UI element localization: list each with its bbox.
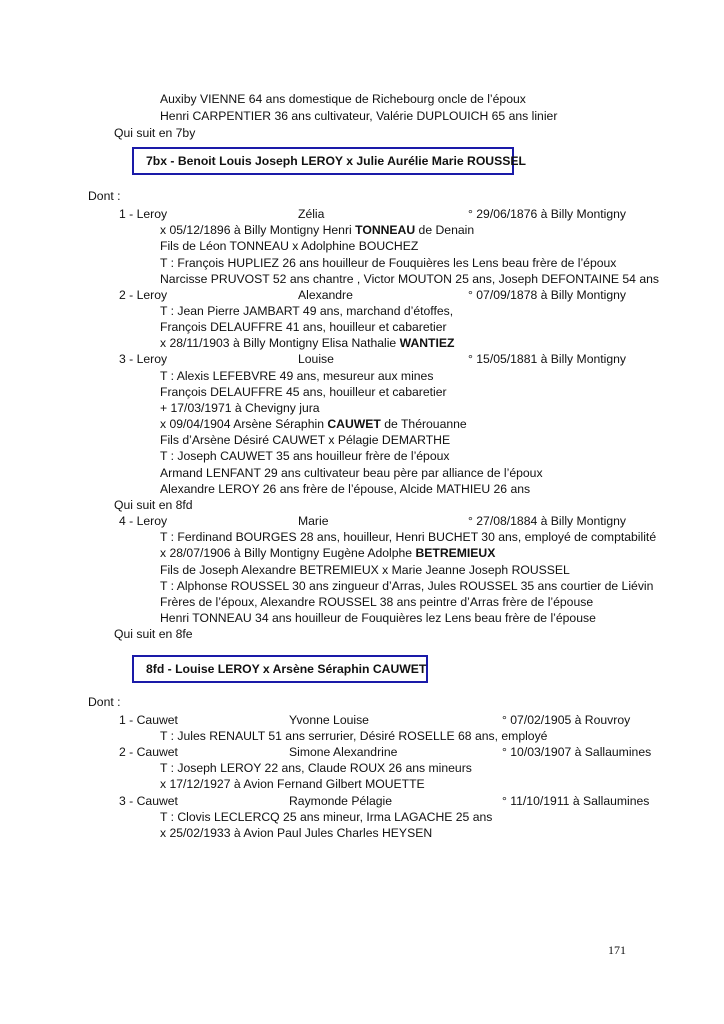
follow-note: Qui suit en 8fe (114, 627, 193, 641)
text-line: Henri TONNEAU 34 ans houilleur de Fouquières lez Lens beau frère de l’épouse (160, 611, 596, 625)
dont-label: Dont : (88, 189, 121, 203)
text-line: T : Alphonse ROUSSEL 30 ans zingueur d’Arras, Jules ROUSSEL 35 ans courtier de Liévin (160, 579, 654, 593)
child-birth: ° 10/03/1907 à Sallaumines (502, 745, 652, 759)
death-line: + 17/03/1971 à Chevigny jura (160, 401, 320, 415)
marriage-line: x 09/04/1904 Arsène Séraphin CAUWET de Thérouanne (160, 417, 467, 431)
text-line: T : Jean Pierre JAMBART 49 ans, marchand d’étoffes, (160, 304, 454, 318)
text-line: François DELAUFFRE 45 ans, houilleur et cabaretier (160, 385, 447, 399)
child-number: 3 - Leroy (119, 352, 168, 366)
text-line: T : Joseph CAUWET 35 ans houilleur frère de l’époux (160, 449, 450, 463)
child-birth: ° 07/02/1905 à Rouvroy (502, 713, 631, 727)
child-name: Louise (298, 352, 334, 366)
child-birth: ° 29/06/1876 à Billy Montigny (468, 207, 626, 221)
text-line: Frères de l’époux, Alexandre ROUSSEL 38 ans peintre d’Arras frère de l’épouse (160, 595, 594, 609)
marriage-line: x 05/12/1896 à Billy Montigny Henri TONNEAU de Denain (160, 223, 475, 237)
child-name: Simone Alexandrine (289, 745, 398, 759)
text-line: Armand LENFANT 29 ans cultivateur beau père par alliance de l’époux (160, 466, 543, 480)
child-birth: ° 11/10/1911 à Sallaumines (502, 794, 650, 808)
child-name: Marie (298, 514, 329, 528)
text-line: T : Ferdinand BOURGES 28 ans, houilleur, Henri BUCHET 30 ans, employé de comptabilité (160, 530, 657, 544)
family-header: 7bx - Benoit Louis Joseph LEROY x Julie Aurélie Marie ROUSSEL (132, 147, 514, 175)
text-line: T : Joseph LEROY 22 ans, Claude ROUX 26 ans mineurs (160, 761, 472, 775)
text-line: Fils de Léon TONNEAU x Adolphine BOUCHEZ (160, 239, 419, 253)
marriage-line: x 28/11/1903 à Billy Montigny Elisa Nathalie WANTIEZ (160, 336, 455, 350)
dont-label: Dont : (88, 695, 121, 709)
text-line: Narcisse PRUVOST 52 ans chantre , Victor MOUTON 25 ans, Joseph DEFONTAINE 54 ans (160, 272, 659, 286)
text-line: T : François HUPLIEZ 26 ans houilleur de Fouquières les Lens beau frère de l’époux (160, 256, 617, 270)
child-number: 4 - Leroy (119, 514, 168, 528)
text-line: Henri CARPENTIER 36 ans cultivateur, Valérie DUPLOUICH 65 ans linier (160, 109, 558, 123)
text-line: François DELAUFFRE 41 ans, houilleur et cabaretier (160, 320, 447, 334)
follow-note: Qui suit en 8fd (114, 498, 193, 512)
page-number: 171 (608, 943, 626, 957)
child-birth: ° 07/09/1878 à Billy Montigny (468, 288, 626, 302)
text-line: Fils d’Arsène Désiré CAUWET x Pélagie DEMARTHE (160, 433, 451, 447)
child-name: Yvonne Louise (289, 713, 369, 727)
child-number: 2 - Leroy (119, 288, 168, 302)
family-header: 8fd - Louise LEROY x Arsène Séraphin CAUWET (132, 655, 428, 683)
child-name: Alexandre (298, 288, 353, 302)
child-birth: ° 27/08/1884 à Billy Montigny (468, 514, 626, 528)
child-name: Raymonde Pélagie (289, 794, 392, 808)
child-number: 2 - Cauwet (119, 745, 178, 759)
text-line: Alexandre LEROY 26 ans frère de l’épouse, Alcide MATHIEU 26 ans (160, 482, 531, 496)
text-line: Auxiby VIENNE 64 ans domestique de Richebourg oncle de l’époux (160, 92, 526, 106)
child-number: 3 - Cauwet (119, 794, 178, 808)
text-line: T : Jules RENAULT 51 ans serrurier, Désiré ROSELLE 68 ans, employé (160, 729, 548, 743)
child-number: 1 - Cauwet (119, 713, 178, 727)
child-number: 1 - Leroy (119, 207, 168, 221)
text-line: Fils de Joseph Alexandre BETREMIEUX x Marie Jeanne Joseph ROUSSEL (160, 563, 570, 577)
text-line: T : Clovis LECLERCQ 25 ans mineur, Irma LAGACHE 25 ans (160, 810, 493, 824)
follow-note: Qui suit en 7by (114, 126, 196, 140)
marriage-line: x 17/12/1927 à Avion Fernand Gilbert MOUETTE (160, 777, 425, 791)
child-birth: ° 15/05/1881 à Billy Montigny (468, 352, 626, 366)
child-name: Zélia (298, 207, 325, 221)
text-line: T : Alexis LEFEBVRE 49 ans, mesureur aux mines (160, 369, 434, 383)
marriage-line: x 25/02/1933 à Avion Paul Jules Charles HEYSEN (160, 826, 433, 840)
marriage-line: x 28/07/1906 à Billy Montigny Eugène Adolphe BETREMIEUX (160, 546, 496, 560)
